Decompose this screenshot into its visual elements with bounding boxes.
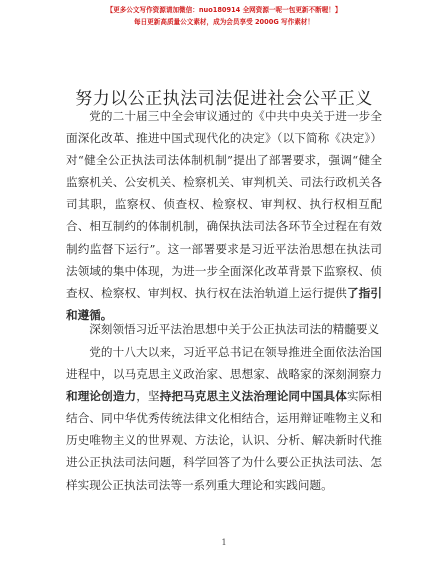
paragraph-3 <box>66 341 382 496</box>
promo-banner-line-1: 【更多公文写作资源请加微信：nuo180914 全网资源一呢一包更新不断喔！】 <box>106 6 342 14</box>
paragraph-3-bold-a: 和理论创造力 <box>66 389 137 404</box>
paragraph-3-text-b: ，坚 <box>136 389 160 404</box>
paragraph-1-bold-ending: 了指引和遵循。 <box>66 285 382 322</box>
paragraph-1-text: 党的二十届三中全会审议通过的《中共中央关于进一步全面深化改革、推进中国式现代化的决定》（以下简称《决定》）对“健全公正执法司法体制机制”提出了部署要求，强调“健全监察机关、公安机关、检察机关、审判机关、司法行政机关各司其职，监察权、侦查权、检察权、审判权、执行权相互配合、相互制约的体制机制，确保执法司法各环节全过程在有效制约监督下运行”。这一部署要求是习近平法治思想在执法司法领域的集中体现，为进一步全面深化改革背景下监察权、侦查权、检察权、审判权、执行权在法治轨道上运行提供 <box>66 109 382 300</box>
paragraph-1 <box>66 105 382 326</box>
paragraph-3-text-c: 实际相结合、同中华优秀传统法律文化相结合，运用辩证唯物主义和历史唯物主义的世界观、方法论，认识、分析、解决新时代推进公正执法司法问题，科学回答了为什么要公正执法司法、怎样实现公正执法司法等一系列重大理论和实践问题。 <box>66 389 382 492</box>
document-title: 努力以公正执法司法促进社会公平正义 <box>75 89 373 109</box>
page-number: 1 <box>221 538 227 547</box>
promo-banner <box>0 4 448 28</box>
promo-banner-line-2: 每日更新高质量公文素材，成为会员享受 2000G 写作素材！ <box>133 18 314 26</box>
section-heading: 深刻领悟习近平法治思想中关于公正执法司法的精髓要义 <box>89 322 380 336</box>
paragraph-3-text-a: 党的十八大以来，习近平总书记在领导推进全面依法治国进程中，以马克思主义政治家、思想家、战略家的深刻洞察力 <box>66 345 382 382</box>
paragraph-3-bold-b: 持把马克思主义法治理论同中国具体 <box>159 389 347 404</box>
